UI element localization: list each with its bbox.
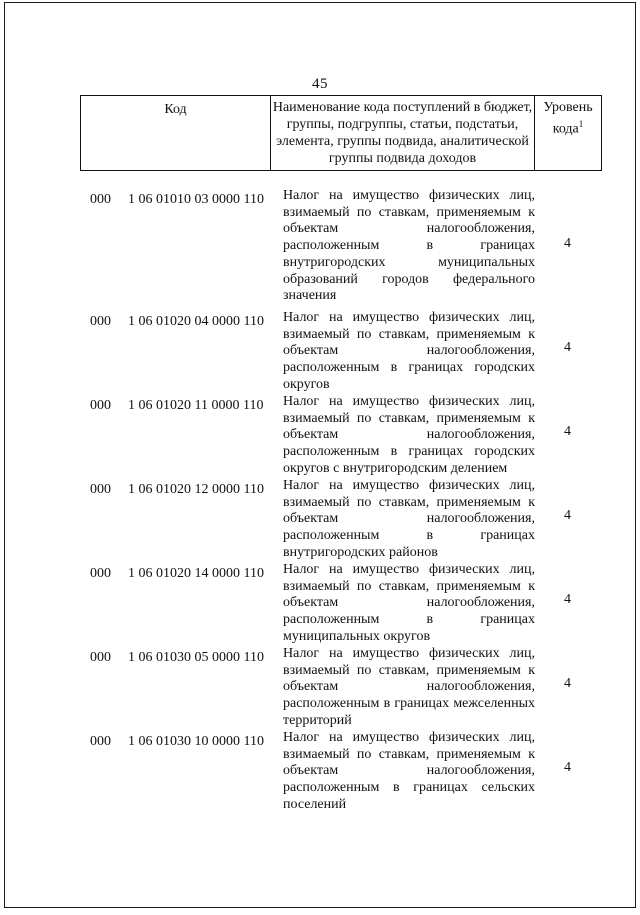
table-header <box>80 95 602 171</box>
table-row <box>0 562 640 646</box>
revenue-name: Налог на имущество физических лиц, взимаемый по ставкам, применяемым к объектам налогообложения, расположенным в границах городских округов с внутригородским делением <box>283 394 535 476</box>
admin-code: 000 <box>90 734 111 749</box>
revenue-code: 1 06 01010 03 0000 110 <box>128 192 264 207</box>
revenue-code: 1 06 01020 12 0000 110 <box>128 482 264 497</box>
header-name: Наименование кода поступлений в бюджет, группы, подгруппы, статьи, подстатьи, элемента, группы подвида, аналитической группы подвида доходов <box>271 96 535 170</box>
header-level-footnote: 1 <box>578 119 584 129</box>
revenue-code: 1 06 01030 05 0000 110 <box>128 650 264 665</box>
revenue-code: 1 06 01020 04 0000 110 <box>128 314 264 329</box>
table-row <box>0 730 640 814</box>
table-row <box>0 646 640 730</box>
table-row <box>0 188 640 310</box>
page-number: 45 <box>312 76 328 92</box>
revenue-name: Налог на имущество физических лиц, взимаемый по ставкам, применяемым к объектам налогообложения, расположенным в границах внутригородских районов <box>283 478 535 560</box>
code-level: 4 <box>564 760 571 775</box>
admin-code: 000 <box>90 314 111 329</box>
revenue-code: 1 06 01020 11 0000 110 <box>128 398 264 413</box>
code-level: 4 <box>564 676 571 691</box>
header-level-label: Уровень кода <box>543 100 593 137</box>
admin-code: 000 <box>90 566 111 581</box>
code-level: 4 <box>564 236 571 251</box>
admin-code: 000 <box>90 192 111 207</box>
code-level: 4 <box>564 592 571 607</box>
revenue-name: Налог на имущество физических лиц, взимаемый по ставкам, применяемым к объектам налогообложения, расположенным в границах городских округов <box>283 310 535 392</box>
revenue-code: 1 06 01030 10 0000 110 <box>128 734 264 749</box>
header-level <box>535 96 601 170</box>
revenue-name: Налог на имущество физических лиц, взимаемый по ставкам, применяемым к объектам налогообложения, расположенным в границах межселенных территорий <box>283 646 535 728</box>
table-row <box>0 310 640 394</box>
admin-code: 000 <box>90 650 111 665</box>
revenue-code: 1 06 01020 14 0000 110 <box>128 566 264 581</box>
table-body <box>0 188 640 814</box>
table-row <box>0 478 640 562</box>
revenue-name: Налог на имущество физических лиц, взимаемый по ставкам, применяемым к объектам налогообложения, расположенным в границах муниципальных округов <box>283 562 535 644</box>
table-row <box>0 394 640 478</box>
revenue-name: Налог на имущество физических лиц, взимаемый по ставкам, применяемым к объектам налогообложения, расположенным в границах внутригородских муниципальных образований городов федерального значения <box>283 188 535 304</box>
code-level: 4 <box>564 340 571 355</box>
revenue-name: Налог на имущество физических лиц, взимаемый по ставкам, применяемым к объектам налогообложения, расположенным в границах сельских поселений <box>283 730 535 812</box>
code-level: 4 <box>564 424 571 439</box>
admin-code: 000 <box>90 398 111 413</box>
header-code: Код <box>81 96 271 170</box>
admin-code: 000 <box>90 482 111 497</box>
code-level: 4 <box>564 508 571 523</box>
